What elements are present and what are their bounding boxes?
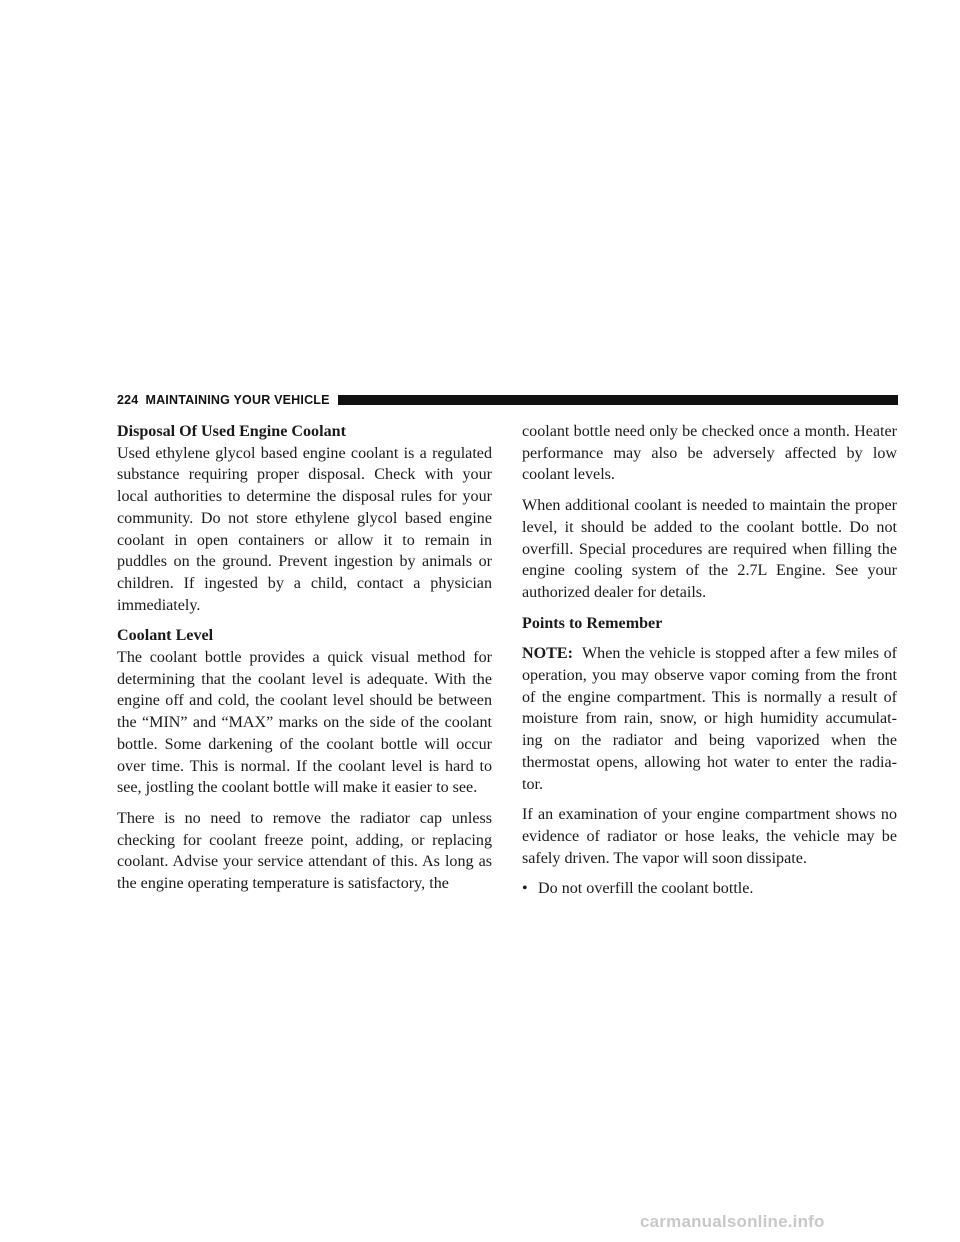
- disposal-heading: Disposal Of Used Engine Coolant: [117, 423, 346, 440]
- coolant-level-heading: Coolant Level: [117, 627, 214, 645]
- bullet-dot: •: [522, 880, 528, 898]
- radiator-paragraph: There is no need to remove the radiator cap unless checking for coolant freeze point, adding, or replacing coolant. Advise your service attendant of this. As long as the engine operating temperature is satisfactory, the: [117, 809, 492, 893]
- examination-paragraph: If an examination of your engine compartment shows no evidence of radiator or hose leaks, the vehicle may be safely driven. The vapor will soon dissipate.: [522, 806, 897, 867]
- additional-coolant-paragraph: When additional coolant is needed to maintain the proper level, it should be added to the coolant bottle. Do not overfill. Special procedures are required when filling the engine cooling system of the 2.7L Engine. See your authorized dealer for details.: [522, 497, 897, 601]
- right-column: [522, 421, 897, 900]
- left-column: [117, 421, 492, 895]
- coolant-level-paragraph: The coolant bottle provides a quick visual method for determining that the coolant level is adequate. With the engine off and cold, the coolant level should be between the “MIN” and “MAX” marks on the side of the coolant bottle. Some darkening of the coolant bottle will occur over time. This is normal. If the coolant level is hard to see, jostling the coolant bottle will make it easier to see.: [117, 649, 492, 797]
- bullet-text: Do not overfill the coolant bottle.: [538, 880, 754, 898]
- page-number: 224: [117, 393, 139, 407]
- note-label: NOTE:: [522, 645, 573, 663]
- watermark-text: carmanualsonline.info: [640, 1212, 825, 1231]
- heading-spacer: [522, 634, 897, 643]
- points-heading: Points to Remember: [522, 614, 663, 632]
- bullet-item: [522, 878, 897, 900]
- radiator-paragraph-continued: coolant bottle need only be checked once a month. Heater performance may also be adversely affected by low coolant levels.: [522, 423, 897, 484]
- header-rule: [338, 395, 898, 405]
- section-title: MAINTAINING YOUR VEHICLE: [145, 393, 330, 407]
- disposal-paragraph: Used ethylene glycol based engine coolant is a regulated substance requiring proper disposal. Check with your local authorities to determine the disposal rules for your community. Do not store ethylene glycol based engine coolant in open containers or allow it to remain in puddles on the ground. Prevent ingestion by animals or children. If ingested by a child, contact a physician immediately.: [117, 444, 492, 614]
- page-header: [117, 392, 898, 408]
- note-text: When the vehicle is stopped after a few miles of operation, you may observe vapor coming from the front of the engine compartment. This is normally a result of moisture from rain, snow, or high humidity accumulat- ing on the radiator and being vaporized when the thermostat opens, allowing hot water to enter the radia- tor.: [522, 645, 897, 793]
- note-paragraph: [522, 643, 897, 795]
